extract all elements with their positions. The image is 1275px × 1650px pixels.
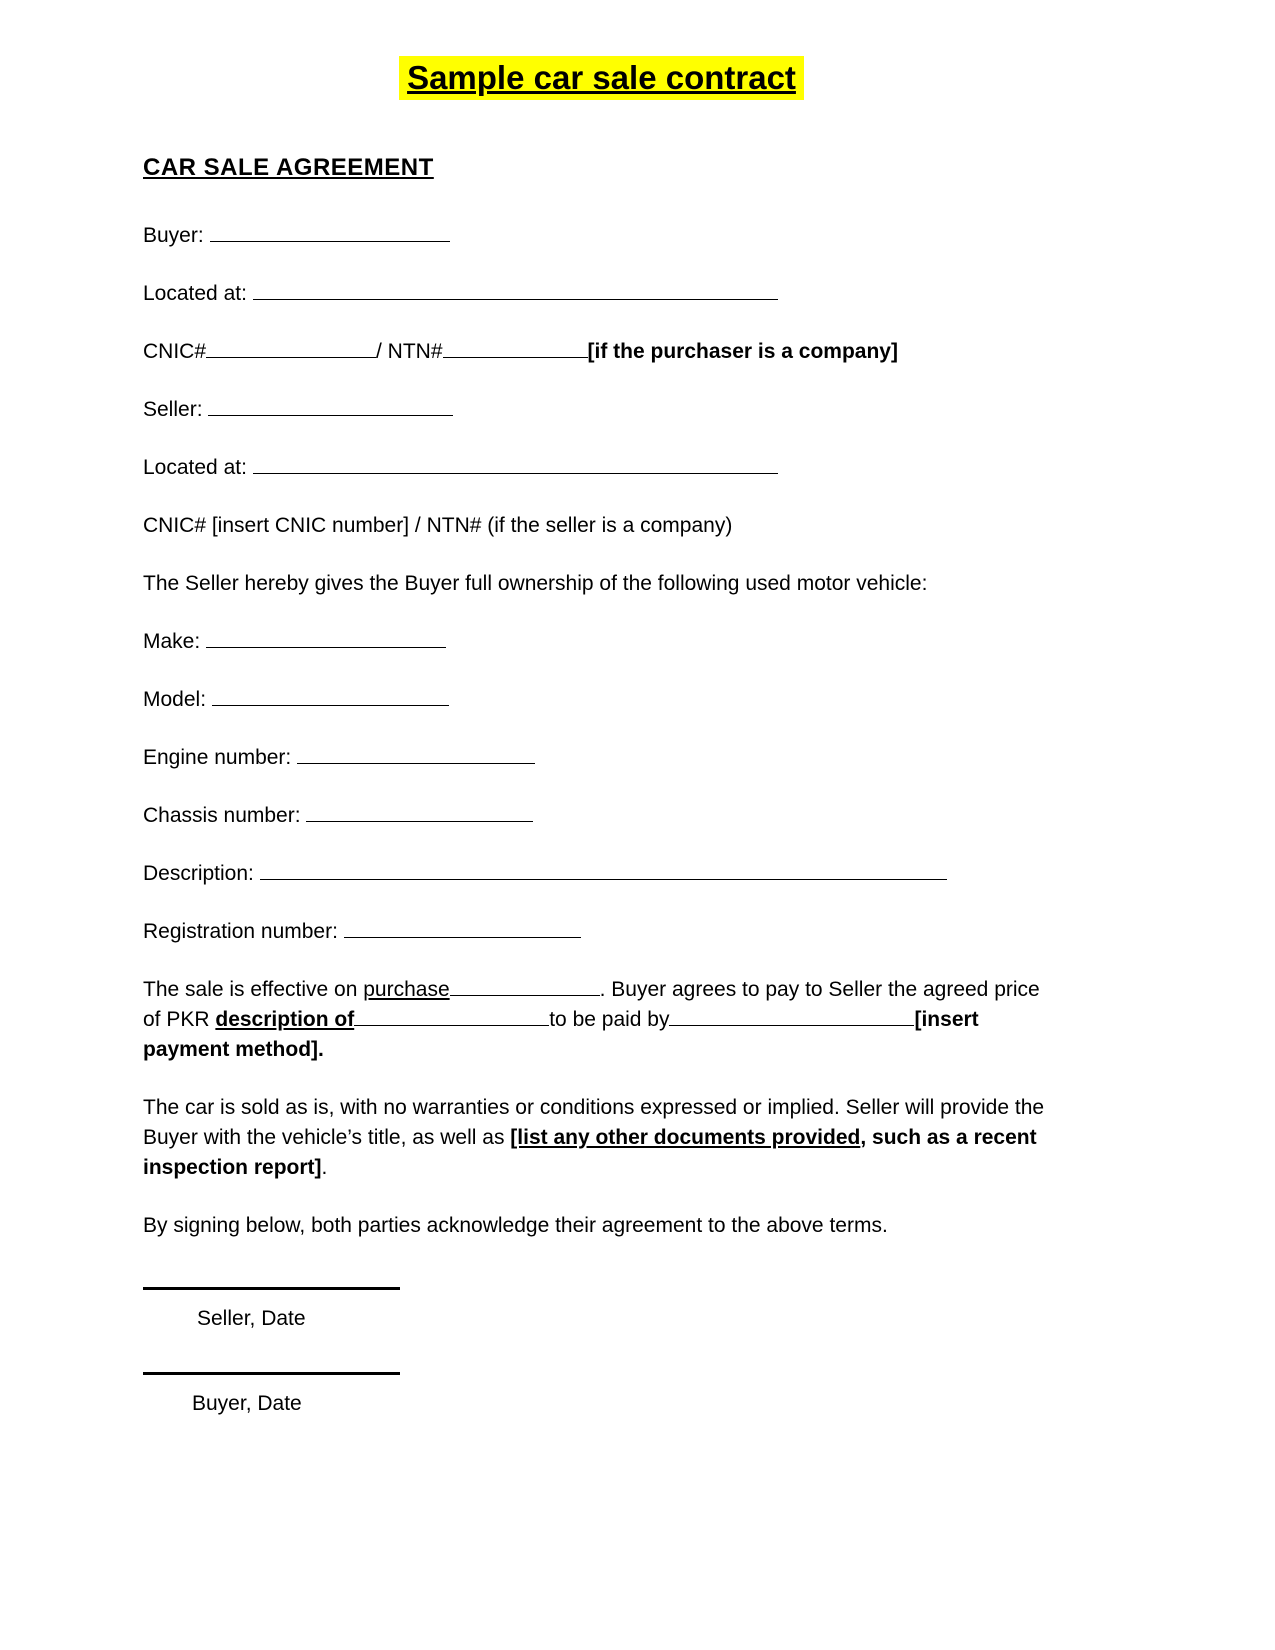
sale-effective-prefix: The sale is effective on	[143, 977, 364, 1001]
seller-field	[143, 395, 1060, 425]
buyer-signature-line	[143, 1372, 400, 1375]
description-blank-line	[260, 878, 947, 880]
payment-method-blank-line	[669, 1024, 914, 1026]
sale-effective-middle: . Buyer agrees to pay to Seller the agreed price of PKR	[143, 977, 1040, 1031]
make-field	[143, 627, 1060, 657]
seller-blank-line	[208, 414, 453, 416]
sale-effective-paragraph	[143, 975, 1060, 1065]
seller-label: Seller:	[143, 397, 203, 421]
cnic-label: CNIC#	[143, 339, 207, 363]
description-field	[143, 859, 1060, 889]
seller-located-field	[143, 453, 1060, 483]
chassis-number-field	[143, 801, 1060, 831]
document-title	[143, 58, 1060, 98]
buyer-cnic-field	[143, 337, 1060, 367]
engine-number-field	[143, 743, 1060, 773]
buyer-label: Buyer:	[143, 223, 204, 247]
registration-number-field	[143, 917, 1060, 947]
buyer-field	[143, 221, 1060, 251]
purchaser-company-note: [if the purchaser is a company]	[587, 339, 898, 363]
description-label: Description:	[143, 861, 254, 885]
agreement-heading: CAR SALE AGREEMENT	[143, 153, 434, 181]
chassis-number-label: Chassis number:	[143, 803, 301, 827]
price-blank-line	[354, 1024, 549, 1026]
registration-number-blank-line	[344, 936, 581, 938]
registration-number-label: Registration number:	[143, 919, 338, 943]
buyer-blank-line	[210, 240, 450, 242]
documents-provided-tail: , such as a recent inspection report]	[143, 1125, 1037, 1179]
seller-located-label: Located at:	[143, 455, 247, 479]
cnic-blank-line	[206, 356, 376, 358]
engine-number-blank-line	[297, 762, 535, 764]
model-blank-line	[212, 704, 449, 706]
model-label: Model:	[143, 687, 207, 711]
seller-signature-label: Seller, Date	[197, 1306, 306, 1330]
payment-method-note: [insert payment method].	[143, 1007, 979, 1061]
engine-number-label: Engine number:	[143, 745, 292, 769]
price-description-placeholder: description of	[215, 1007, 355, 1031]
make-blank-line	[206, 646, 446, 648]
documents-provided-placeholder: [list any other documents provided	[510, 1125, 861, 1149]
ownership-intro: The Seller hereby gives the Buyer full ownership of the following used motor vehicle:	[143, 571, 928, 595]
sold-as-is-period: .	[321, 1155, 328, 1179]
buyer-located-field	[143, 279, 1060, 309]
seller-cnic-line: CNIC# [insert CNIC number] / NTN# (if the seller is a company)	[143, 513, 733, 537]
sale-effective-purchase: purchase	[363, 977, 450, 1001]
sold-as-is-paragraph	[143, 1093, 1060, 1183]
buyer-located-label: Located at:	[143, 281, 247, 305]
buyer-signature-label: Buyer, Date	[192, 1391, 302, 1415]
paid-by-text: to be paid by	[549, 1007, 670, 1031]
make-label: Make:	[143, 629, 201, 653]
document-title-text: Sample car sale contract	[399, 56, 804, 100]
buyer-located-blank-line	[253, 298, 778, 300]
seller-located-blank-line	[253, 472, 778, 474]
sale-effective-date-blank-line	[450, 994, 600, 996]
model-field	[143, 685, 1060, 715]
ntn-label: / NTN#	[376, 339, 443, 363]
sold-as-is-prefix: The car is sold as is, with no warranties or conditions expressed or implied. Seller will provide the Buyer with the vehicle’s title, as well as	[143, 1095, 1045, 1149]
ntn-blank-line	[443, 356, 588, 358]
seller-signature-line	[143, 1287, 400, 1290]
chassis-number-blank-line	[306, 820, 533, 822]
acknowledgement-paragraph: By signing below, both parties acknowledge their agreement to the above terms.	[143, 1213, 888, 1237]
